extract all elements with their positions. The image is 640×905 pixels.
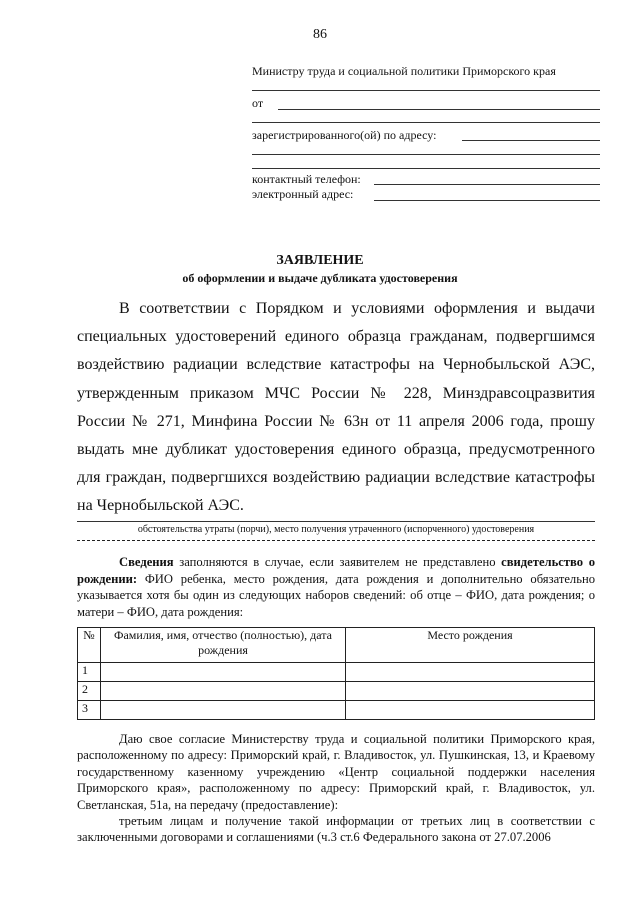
row-number: 3 [78, 701, 101, 720]
info-text-1: заполняются в случае, если заявителем не представлено [173, 555, 502, 569]
table-row [78, 663, 595, 682]
table-row [78, 701, 595, 720]
header-number: № [78, 628, 101, 663]
consent-paragraph-1: Даю свое согласие Министерству труда и социальной политики Приморского края, расположенному по адресу: Приморский край, г. Владивосток, ул. Пушкинская, 13, и Краевому государственному казенному учреждению «Центр социальной поддержки населения Приморского края», расположенному по адресу: Приморский край, г. Владивосток, ул. Светланская, 51а, на передачу (предоставление): [77, 732, 595, 812]
info-bold-start: Сведения [119, 555, 174, 569]
header-place: Место рождения [346, 628, 595, 663]
document-subtitle: об оформлении и выдаче дубликата удостоверения [182, 271, 458, 285]
consent-block [77, 731, 595, 846]
dashed-separator [77, 540, 595, 541]
table-header-row [78, 628, 595, 663]
registered-label: зарегистрированного(ой) по адресу: [252, 128, 437, 142]
row-number: 1 [78, 663, 101, 682]
document-title: ЗАЯВЛЕНИЕ [276, 253, 364, 268]
row-number: 2 [78, 682, 101, 701]
row-place-cell[interactable] [346, 682, 595, 701]
from-field-line-2[interactable] [252, 122, 600, 123]
row-name-cell[interactable] [101, 682, 346, 701]
application-body: В соответствии с Порядком и условиями оформления и выдачи специальных удостоверений единого образца гражданам, подвергшимся воздействию радиации вследствие катастрофы на Чернобыльской АЭС, утвержденным приказом МЧС России № 228, Минздравсоцразвития России № 271, Минфина России № 63н от 11 апреля 2006 года, прошу выдать мне дубликат удостоверения единого образца, предусмотренного для граждан, подвергшихся воздействию радиации вследствие катастрофы на Чернобыльской АЭС. [77, 300, 595, 515]
email-field[interactable] [374, 200, 600, 201]
phone-field[interactable] [374, 184, 600, 185]
phone-label: контактный телефон: [252, 172, 361, 186]
info-paragraph [77, 554, 595, 620]
birth-info-table [77, 627, 595, 720]
address-field[interactable] [462, 140, 600, 141]
address-field-line-3[interactable] [252, 168, 600, 169]
row-name-cell[interactable] [101, 663, 346, 682]
from-label: от [252, 96, 264, 110]
email-label: электронный адрес: [252, 187, 354, 201]
info-bold-mid: свидетельство о рождении: [77, 555, 595, 586]
loss-circumstances-field[interactable] [77, 521, 595, 522]
row-place-cell[interactable] [346, 701, 595, 720]
recipient-text: Министру труда и социальной политики Приморского края [252, 64, 556, 78]
header-name: Фамилия, имя, отчество (полностью), дата рождения [101, 628, 346, 663]
loss-circumstances-caption: обстоятельства утраты (порчи), место получения утраченного (испорченного) удостоверения [137, 524, 535, 535]
info-text-2: ФИО ребенка, место рождения, дата рождения и дополнительно обязательно указывается хотя бы один из следующих наборов сведений: об отце – ФИО, дата рождения; о матери – ФИО, дата рождения: [77, 571, 595, 619]
row-place-cell[interactable] [346, 663, 595, 682]
table-row [78, 682, 595, 701]
consent-paragraph-2: третьим лицам и получение такой информации от третьих лиц в соответствии с заключенными договорами и соглашениями (ч.3 ст.6 Федерального закона от 27.07.2006 [77, 814, 595, 845]
from-field[interactable] [278, 109, 600, 110]
recipient-line [252, 90, 600, 91]
page-number: 86 [313, 27, 327, 42]
row-name-cell[interactable] [101, 701, 346, 720]
address-field-line-2[interactable] [252, 154, 600, 155]
